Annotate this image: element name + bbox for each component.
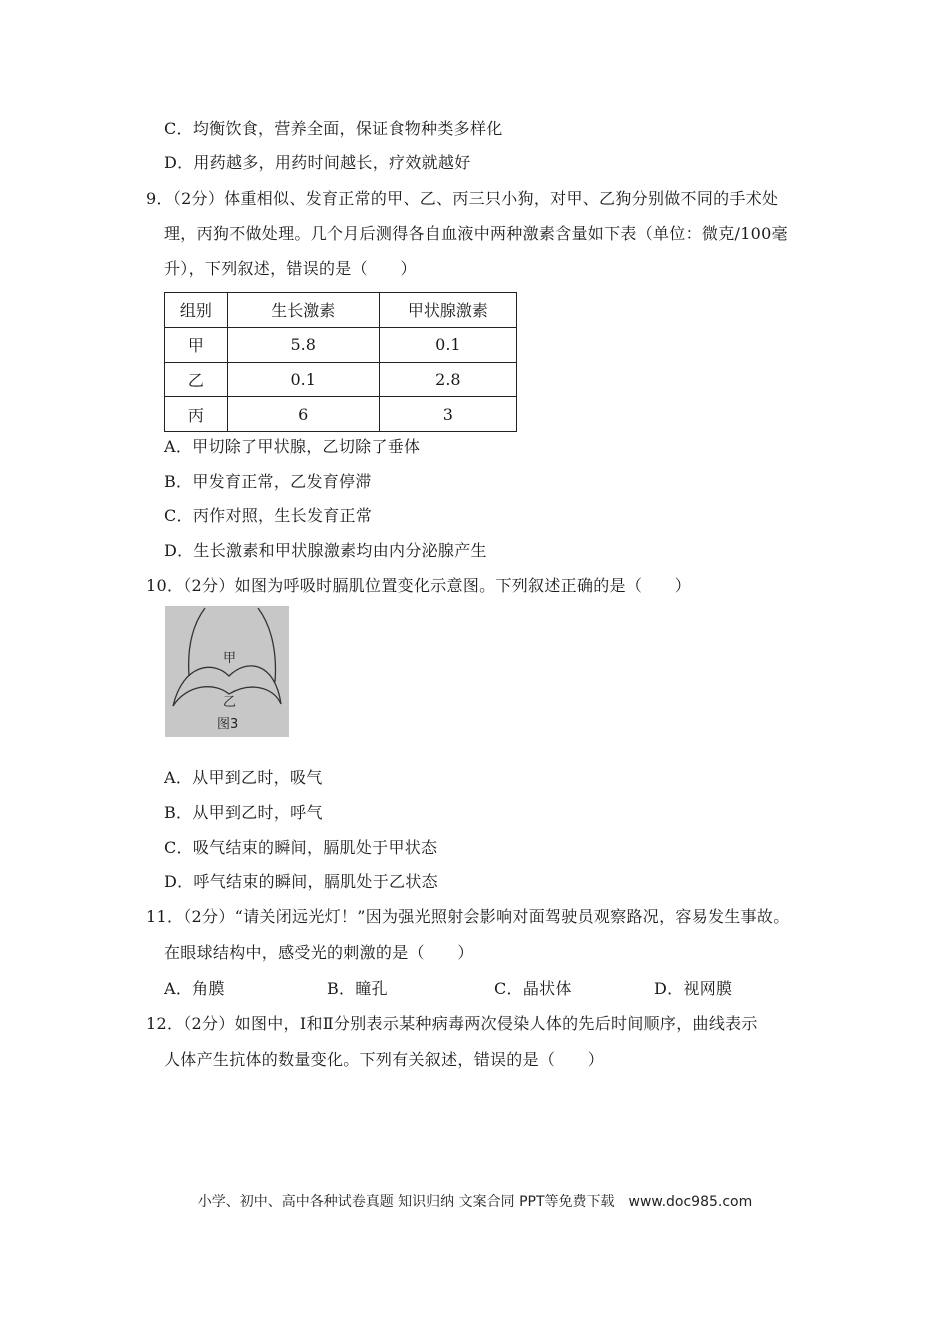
q10-option-c: C．吸气结束的瞬间，膈肌处于甲状态 <box>164 838 438 857</box>
table-cell: 丙 <box>165 397 228 432</box>
q9-stem-line1: 9．（2分）体重相似、发育正常的甲、乙、丙三只小狗，对甲、乙狗分别做不同的手术处 <box>146 189 779 208</box>
hormone-table <box>164 292 517 432</box>
table-cell: 乙 <box>165 362 228 397</box>
chest-wall-left-line <box>189 608 205 676</box>
q9-option-c: C．丙作对照，生长发育正常 <box>164 506 373 525</box>
q9-option-d: D．生长激素和甲状腺激素均由内分泌腺产生 <box>164 541 487 560</box>
q9-option-b: B．甲发育正常，乙发育停滞 <box>164 472 372 491</box>
q8-option-d: D．用药越多，用药时间越长，疗效就越好 <box>164 153 471 172</box>
q8-option-c: C．均衡饮食，营养全面，保证食物种类多样化 <box>164 119 503 138</box>
diaphragm-diagram <box>165 606 289 737</box>
table-cell: 6 <box>227 397 379 432</box>
table-header-cell: 组别 <box>165 293 228 328</box>
q9-stem-line2: 理，丙狗不做处理。几个月后测得各自血液中两种激素含量如下表（单位：微克/100毫 <box>164 224 788 243</box>
q11-option-d: D．视网膜 <box>654 979 733 998</box>
q11-stem-line1: 11．（2分）“请关闭远光灯！”因为强光照射会影响对面驾驶员观察路况，容易发生事故。 <box>146 907 790 926</box>
q10-option-d: D．呼气结束的瞬间，膈肌处于乙状态 <box>164 872 438 891</box>
q11-option-a: A．角膜 <box>164 979 225 998</box>
table-cell: 甲 <box>165 327 228 362</box>
q11-option-b: B．瞳孔 <box>327 979 388 998</box>
table-row <box>165 327 517 362</box>
table-cell: 2.8 <box>379 362 516 397</box>
table-row <box>165 362 517 397</box>
table-cell: 0.1 <box>227 362 379 397</box>
table-cell: 3 <box>379 397 516 432</box>
label-jia: 甲 <box>223 651 237 666</box>
q12-stem-line1: 12．（2分）如图中，Ⅰ和Ⅱ分别表示某种病毒两次侵染人体的先后时间顺序，曲线表示 <box>146 1014 758 1033</box>
diaphragm-figure <box>165 606 289 737</box>
table-header-cell: 生长激素 <box>227 293 379 328</box>
table-header-cell: 甲状腺激素 <box>379 293 516 328</box>
q12-stem-line2: 人体产生抗体的数量变化。下列有关叙述，错误的是（ ） <box>164 1050 605 1069</box>
q9-stem-line3: 升），下列叙述，错误的是（ ） <box>164 259 417 278</box>
table-row <box>165 397 517 432</box>
q10-option-a: A．从甲到乙时，吸气 <box>164 768 323 787</box>
q9-option-a: A．甲切除了甲状腺，乙切除了垂体 <box>164 437 421 456</box>
q11-option-c: C．晶状体 <box>494 979 572 998</box>
q11-stem-line2: 在眼球结构中，感受光的刺激的是（ ） <box>164 943 474 962</box>
chest-wall-right-line <box>258 608 275 682</box>
q10-option-b: B．从甲到乙时，呼气 <box>164 803 323 822</box>
table-cell: 5.8 <box>227 327 379 362</box>
figure-caption: 图3 <box>217 717 239 732</box>
label-yi: 乙 <box>223 695 237 710</box>
table-cell: 0.1 <box>379 327 516 362</box>
q10-stem: 10．（2分）如图为呼吸时膈肌位置变化示意图。下列叙述正确的是（ ） <box>146 576 692 595</box>
table-header-row <box>165 293 517 328</box>
page-footer: 小学、初中、高中各种试卷真题 知识归纳 文案合同 PPT等免费下载 www.doc985.com <box>197 1194 753 1210</box>
